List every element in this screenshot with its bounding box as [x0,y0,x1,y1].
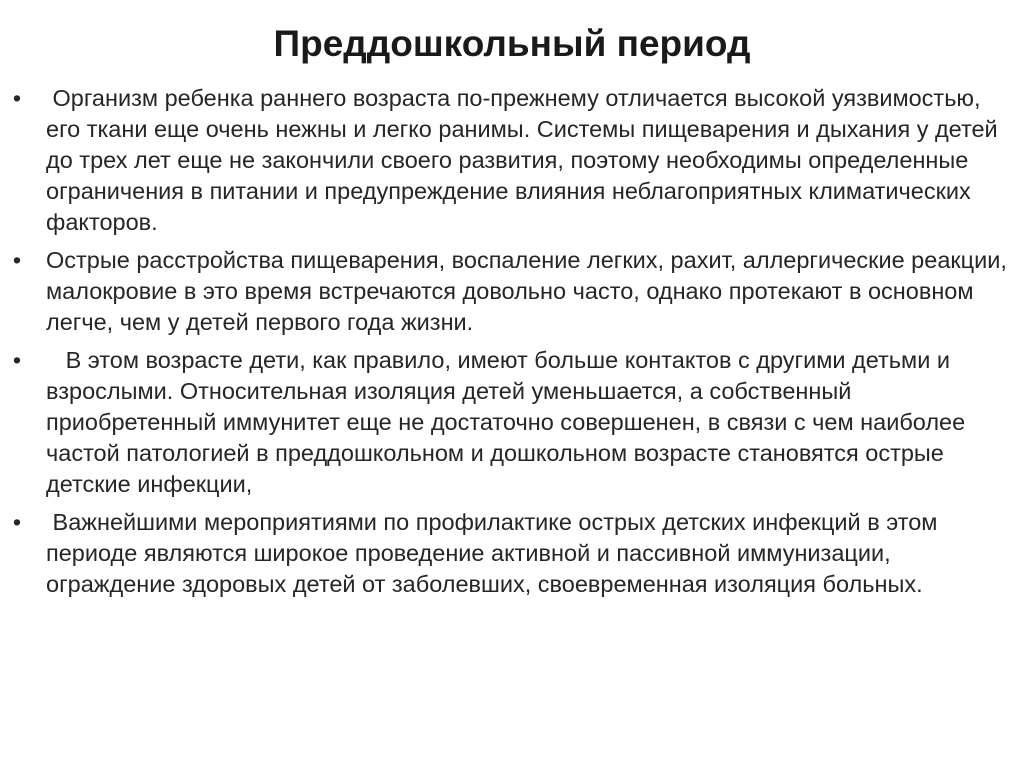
bullet-text: Важнейшими мероприятиями по профилактике острых детских инфекций в этом периоде являются широкое проведение активной и пассивной иммунизации, ограждение здоровых детей от заболевших, своевременная изоляция больных. [46,509,944,597]
bullet-dot-icon: • [12,347,22,373]
bullet-text: Организм ребенка раннего возраста по-прежнему отличается высокой уязвимостью, его ткани еще очень нежны и легко ранимы. Системы пищеварения и дыхания у детей до трех лет еще не закончили своего развития, поэтому необходимы определенные ограничения в питании и предупреждение влияния неблагоприятных климатических факторов. [46,85,1005,235]
bullet-item [0,83,1024,238]
slide-title: Преддошкольный период [273,23,751,64]
bullet-text: В этом возрасте дети, как правило, имеют больше контактов с другими детьми и взрослыми. Относительная изоляция детей уменьшается, а собственный приобретенный иммунитет еще не достаточно совершенен, в связи с чем наиболее частой патологией в преддошкольном и дошкольном возрасте становятся острые детские инфекции, [46,347,972,497]
bullet-item [0,507,1024,600]
bullet-item [0,345,1024,500]
bullet-text: Острые расстройства пищеварения, воспаление легких, рахит, аллергические реакции, малокровие в это время встречаются довольно часто, однако протекают в основном легче, чем у детей первого года жизни. [46,247,1014,335]
bullet-dot-icon: • [12,85,22,111]
bullet-dot-icon: • [12,247,22,273]
bullet-dot-icon: • [12,509,22,535]
bullet-item [0,245,1024,338]
bullet-list [0,83,1024,607]
